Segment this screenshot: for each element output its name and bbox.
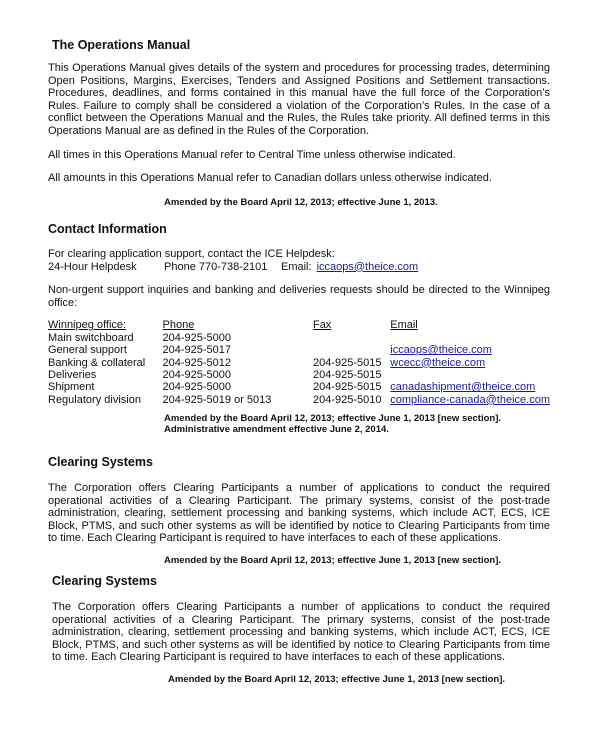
section-title-clearing-systems: Clearing Systems bbox=[48, 455, 153, 469]
table-header-row bbox=[48, 319, 550, 331]
helpdesk-row bbox=[48, 261, 550, 274]
amendment-note: Amended by the Board April 12, 2013; effective June 1, 2013 [new section]. Administrative amendment effective June 2, 2014. bbox=[164, 413, 502, 436]
phone-cell: 204-925-5019 or 5013 bbox=[162, 393, 272, 406]
table-header: Winnipeg office: bbox=[48, 319, 127, 332]
amendment-note: Amended by the Board April 12, 2013; effective June 1, 2013 [new section]. bbox=[164, 554, 502, 566]
phone-cell: 204-925-5000 bbox=[162, 381, 232, 394]
clearing-systems-paragraph-repeat: The Corporation offers Clearing Participants a number of applications to conduct the required operational activities of a Clearing Participant. The primary systems, consist of the post-trade administration, clearing, settlement processing and banking systems, which include ACT, ECS, ICE Block, PTMS, and such other systems as will be identified by notice to Clearing Participants from time to time. Each Clearing Participant is required to have interfaces to each of these applications. bbox=[52, 601, 550, 664]
email-link[interactable]: canadashipment@theice.com bbox=[390, 381, 536, 394]
office-cell: General support bbox=[48, 344, 127, 357]
phone-cell: 204-925-5017 bbox=[162, 344, 232, 357]
amendment-note: Amended by the Board April 12, 2013; effective June 1, 2013 [new section]. bbox=[168, 673, 506, 685]
fax-cell: 204-925-5010 bbox=[312, 393, 382, 406]
table-row bbox=[48, 394, 550, 406]
winnipeg-contact-table bbox=[48, 319, 550, 406]
phone-cell: 204-925-5012 bbox=[162, 356, 232, 369]
helpdesk-email-link[interactable]: iccaops@theice.com bbox=[316, 260, 419, 273]
table-row bbox=[48, 369, 550, 381]
email-link[interactable]: compliance-canada@theice.com bbox=[390, 393, 550, 406]
amendment-note: Amended by the Board April 12, 2013; effective June 1, 2013. bbox=[164, 196, 438, 208]
helpdesk-phone: Phone 770-738-2101 bbox=[164, 260, 268, 273]
clearing-systems-paragraph: The Corporation offers Clearing Participants a number of applications to conduct the required operational activities of a Clearing Participant. The primary systems, consist of the post-trade administration, clearing, settlement processing and banking systems, which include ACT, ECS, ICE Block, PTMS, and such other systems as will be identified by notice to Clearing Participants from time to time. Each Clearing Participant is required to have interfaces to each of these applications. bbox=[48, 482, 550, 545]
office-cell: Regulatory division bbox=[48, 393, 141, 406]
helpdesk-email-label: Email: bbox=[281, 260, 312, 273]
office-cell: Shipment bbox=[48, 381, 95, 394]
fax-cell: 204-925-5015 bbox=[312, 381, 382, 394]
office-cell: Deliveries bbox=[48, 369, 97, 381]
fax-cell bbox=[313, 332, 390, 344]
section-title-operations-manual: The Operations Manual bbox=[52, 38, 191, 52]
helpdesk-intro: For clearing application support, contact the ICE Helpdesk: bbox=[48, 248, 335, 260]
office-cell: Main switchboard bbox=[48, 331, 134, 344]
fax-cell: 204-925-5015 bbox=[312, 369, 382, 381]
operations-manual-paragraph: This Operations Manual gives details of the system and procedures for processing trades, determining Open Positions, Margins, Exercises, Tenders and Assigned Positions and Settlement transactions. Procedures, deadlines, and forms contained in this manual have the full force of the Corporation’s Rules. Failure to comply shall be considered a violation of the Corporation’s Rules. In the case of a conflict between the Operations Manual and the Rules, the Rules take priority. All defined terms in this Operations Manual are as defined in the Rules of the Corporation. bbox=[48, 62, 550, 137]
winnipeg-intro: Non-urgent support inquiries and banking and deliveries requests should be directed to the Winnipeg office: bbox=[48, 284, 550, 309]
email-link[interactable]: wcecc@theice.com bbox=[390, 356, 486, 369]
table-row bbox=[48, 381, 550, 393]
phone-cell: 204-925-5000 bbox=[162, 369, 232, 381]
central-time-paragraph: All times in this Operations Manual refer to Central Time unless otherwise indicated. bbox=[48, 148, 456, 161]
email-cell bbox=[390, 369, 550, 381]
table-row bbox=[48, 344, 550, 356]
phone-cell: 204-925-5000 bbox=[162, 331, 232, 344]
table-row bbox=[48, 357, 550, 369]
table-header: Phone bbox=[162, 319, 195, 332]
table-header: Fax bbox=[312, 319, 332, 332]
section-title-clearing-systems-repeat: Clearing Systems bbox=[52, 574, 157, 588]
email-link[interactable]: iccaops@theice.com bbox=[390, 344, 492, 357]
table-header: Email bbox=[390, 319, 418, 332]
canadian-dollars-paragraph: All amounts in this Operations Manual refer to Canadian dollars unless otherwise indicated. bbox=[48, 172, 492, 185]
table-row bbox=[48, 332, 550, 344]
email-cell bbox=[390, 332, 550, 344]
helpdesk-label: 24-Hour Helpdesk bbox=[48, 260, 137, 273]
fax-cell bbox=[313, 344, 390, 356]
fax-cell: 204-925-5015 bbox=[312, 356, 382, 369]
office-cell: Banking & collateral bbox=[48, 356, 146, 369]
section-title-contact-information: Contact Information bbox=[48, 222, 167, 236]
